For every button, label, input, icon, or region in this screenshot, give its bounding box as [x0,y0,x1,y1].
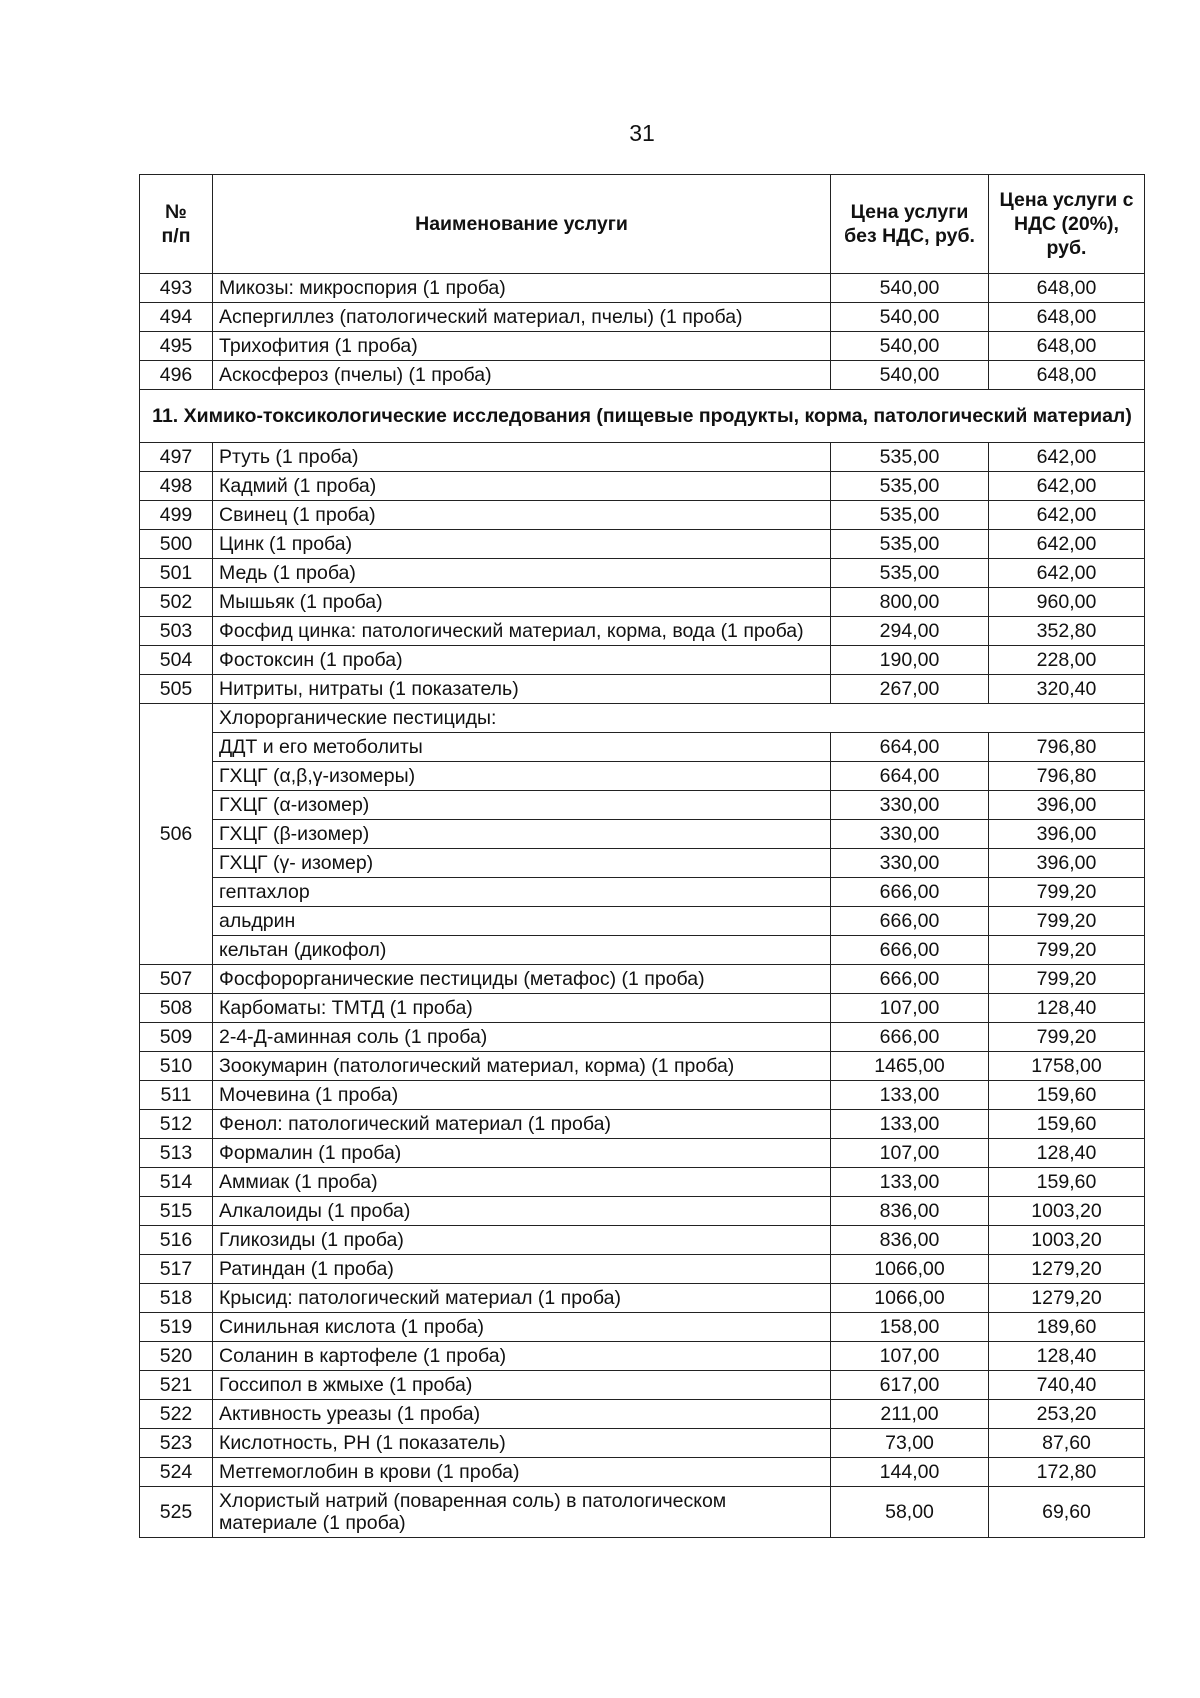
row-price-vat: 159,60 [989,1168,1145,1197]
group-number: 506 [140,704,213,965]
row-number: 497 [140,443,213,472]
group-item-price-vat: 799,20 [989,936,1145,965]
row-number: 505 [140,675,213,704]
table-row [140,675,1145,704]
row-price-no-vat: 535,00 [831,501,989,530]
table-row [140,1458,1145,1487]
row-price-vat: 799,20 [989,1023,1145,1052]
row-service-name: Крысид: патологический материал (1 проба) [213,1284,831,1313]
row-service-name: Госсипол в жмыхе (1 проба) [213,1371,831,1400]
row-service-name: Медь (1 проба) [213,559,831,588]
row-service-name: Свинец (1 проба) [213,501,831,530]
row-price-vat: 128,40 [989,994,1145,1023]
table-row [140,443,1145,472]
row-service-name: Трихофития (1 проба) [213,332,831,361]
table-row [140,1139,1145,1168]
group-item-price-vat: 396,00 [989,791,1145,820]
table-row [140,1284,1145,1313]
row-price-no-vat: 107,00 [831,1342,989,1371]
group-item-row [140,936,1145,965]
row-number: 522 [140,1400,213,1429]
row-price-vat: 648,00 [989,274,1145,303]
row-price-no-vat: 1066,00 [831,1284,989,1313]
row-number: 496 [140,361,213,390]
row-price-vat: 159,60 [989,1081,1145,1110]
row-service-name: Нитриты, нитраты (1 показатель) [213,675,831,704]
row-price-no-vat: 190,00 [831,646,989,675]
row-service-name: Кислотность, РН (1 показатель) [213,1429,831,1458]
row-price-no-vat: 1066,00 [831,1255,989,1284]
group-item-price-no-vat: 666,00 [831,907,989,936]
row-service-name: Зоокумарин (патологический материал, корма) (1 проба) [213,1052,831,1081]
row-price-vat: 799,20 [989,965,1145,994]
row-number: 499 [140,501,213,530]
row-service-name: Алкалоиды (1 проба) [213,1197,831,1226]
row-price-no-vat: 133,00 [831,1168,989,1197]
row-price-vat: 352,80 [989,617,1145,646]
table-row [140,994,1145,1023]
table-row [140,1313,1145,1342]
table-row [140,1342,1145,1371]
row-service-name: Ртуть (1 проба) [213,443,831,472]
row-service-name: Кадмий (1 проба) [213,472,831,501]
table-row [140,303,1145,332]
group-item-price-no-vat: 330,00 [831,791,989,820]
row-number: 524 [140,1458,213,1487]
group-item-price-no-vat: 664,00 [831,733,989,762]
row-number: 518 [140,1284,213,1313]
row-service-name: Метгемоглобин в крови (1 проба) [213,1458,831,1487]
row-number: 523 [140,1429,213,1458]
table-row [140,1110,1145,1139]
row-price-vat: 1003,20 [989,1197,1145,1226]
row-number: 504 [140,646,213,675]
table-row [140,617,1145,646]
row-number: 517 [140,1255,213,1284]
row-price-no-vat: 540,00 [831,303,989,332]
group-item-price-vat: 396,00 [989,849,1145,878]
row-number: 508 [140,994,213,1023]
row-number: 494 [140,303,213,332]
row-price-no-vat: 535,00 [831,559,989,588]
row-number: 514 [140,1168,213,1197]
table-row [140,530,1145,559]
row-number: 513 [140,1139,213,1168]
table-header-row [140,175,1145,274]
group-item-row [140,878,1145,907]
row-price-no-vat: 540,00 [831,361,989,390]
row-price-no-vat: 666,00 [831,965,989,994]
table-row [140,1226,1145,1255]
row-price-vat: 642,00 [989,501,1145,530]
table-row [140,274,1145,303]
row-price-no-vat: 836,00 [831,1226,989,1255]
table-row [140,501,1145,530]
table-row [140,1487,1145,1538]
row-number: 500 [140,530,213,559]
row-service-name: Гликозиды (1 проба) [213,1226,831,1255]
row-service-name: Формалин (1 проба) [213,1139,831,1168]
row-number: 498 [140,472,213,501]
row-price-vat: 642,00 [989,472,1145,501]
group-item-name: гептахлор [213,878,831,907]
table-row [140,1429,1145,1458]
row-service-name: 2-4-Д-аминная соль (1 проба) [213,1023,831,1052]
row-price-vat: 172,80 [989,1458,1145,1487]
row-price-vat: 642,00 [989,443,1145,472]
group-item-row [140,907,1145,936]
row-price-no-vat: 800,00 [831,588,989,617]
row-price-no-vat: 540,00 [831,332,989,361]
row-service-name: Ратиндан (1 проба) [213,1255,831,1284]
header-price-vat: Цена услуги с НДС (20%), руб. [989,175,1145,274]
group-item-name: ГХЦГ (γ- изомер) [213,849,831,878]
table-row [140,332,1145,361]
row-price-no-vat: 617,00 [831,1371,989,1400]
group-item-price-vat: 796,80 [989,762,1145,791]
row-service-name: Синильная кислота (1 проба) [213,1313,831,1342]
table-row [140,559,1145,588]
row-number: 503 [140,617,213,646]
row-service-name: Аммиак (1 проба) [213,1168,831,1197]
group-item-price-no-vat: 330,00 [831,820,989,849]
row-price-vat: 69,60 [989,1487,1145,1538]
group-title: Хлорорганические пестициды: [213,704,1145,733]
row-price-vat: 228,00 [989,646,1145,675]
row-price-no-vat: 267,00 [831,675,989,704]
row-price-vat: 128,40 [989,1342,1145,1371]
row-number: 519 [140,1313,213,1342]
row-service-name: Мышьяк (1 проба) [213,588,831,617]
row-number: 507 [140,965,213,994]
group-item-name: кельтан (дикофол) [213,936,831,965]
table-body [140,274,1145,1538]
row-price-no-vat: 133,00 [831,1110,989,1139]
row-price-vat: 1003,20 [989,1226,1145,1255]
row-price-no-vat: 535,00 [831,530,989,559]
table-row [140,1052,1145,1081]
table-row [140,1255,1145,1284]
row-price-no-vat: 107,00 [831,994,989,1023]
header-price-no-vat: Цена услуги без НДС, руб. [831,175,989,274]
row-price-vat: 1279,20 [989,1284,1145,1313]
table-row [140,361,1145,390]
table-row [140,1168,1145,1197]
group-item-price-vat: 799,20 [989,907,1145,936]
row-price-vat: 128,40 [989,1139,1145,1168]
row-number: 516 [140,1226,213,1255]
row-price-vat: 642,00 [989,530,1145,559]
row-service-name: Аскосфероз (пчелы) (1 проба) [213,361,831,390]
row-service-name: Фостоксин (1 проба) [213,646,831,675]
table-row [140,965,1145,994]
row-service-name: Хлористый натрий (поваренная соль) в патологическом материале (1 проба) [213,1487,831,1538]
row-price-no-vat: 535,00 [831,443,989,472]
group-item-name: ДДТ и его метоболиты [213,733,831,762]
row-price-vat: 253,20 [989,1400,1145,1429]
row-service-name: Цинк (1 проба) [213,530,831,559]
row-price-vat: 648,00 [989,332,1145,361]
row-number: 502 [140,588,213,617]
group-item-name: ГХЦГ (β-изомер) [213,820,831,849]
row-service-name: Микозы: микроспория (1 проба) [213,274,831,303]
group-header-row [140,704,1145,733]
group-item-name: альдрин [213,907,831,936]
row-price-no-vat: 58,00 [831,1487,989,1538]
row-price-vat: 189,60 [989,1313,1145,1342]
row-price-no-vat: 211,00 [831,1400,989,1429]
row-service-name: Соланин в картофеле (1 проба) [213,1342,831,1371]
row-number: 501 [140,559,213,588]
group-item-price-vat: 799,20 [989,878,1145,907]
price-table [139,174,1145,1538]
group-item-row [140,762,1145,791]
table-row [140,646,1145,675]
row-price-vat: 960,00 [989,588,1145,617]
row-service-name: Фенол: патологический материал (1 проба) [213,1110,831,1139]
row-price-no-vat: 107,00 [831,1139,989,1168]
table-row [140,1197,1145,1226]
section-row [140,390,1145,443]
row-price-vat: 1279,20 [989,1255,1145,1284]
group-item-price-no-vat: 664,00 [831,762,989,791]
row-service-name: Мочевина (1 проба) [213,1081,831,1110]
row-price-no-vat: 144,00 [831,1458,989,1487]
row-price-vat: 87,60 [989,1429,1145,1458]
row-number: 509 [140,1023,213,1052]
row-number: 510 [140,1052,213,1081]
row-service-name: Фосфорорганические пестициды (метафос) (1 проба) [213,965,831,994]
row-service-name: Активность уреазы (1 проба) [213,1400,831,1429]
group-item-name: ГХЦГ (α-изомер) [213,791,831,820]
group-item-price-no-vat: 330,00 [831,849,989,878]
row-price-no-vat: 1465,00 [831,1052,989,1081]
header-num: № п/п [140,175,213,274]
group-item-name: ГХЦГ (α,β,γ-изомеры) [213,762,831,791]
group-item-price-no-vat: 666,00 [831,936,989,965]
row-service-name: Аспергиллез (патологический материал, пчелы) (1 проба) [213,303,831,332]
table-row [140,1371,1145,1400]
row-price-vat: 320,40 [989,675,1145,704]
row-price-no-vat: 540,00 [831,274,989,303]
page-number: 31 [629,120,655,146]
group-item-price-vat: 796,80 [989,733,1145,762]
group-item-price-no-vat: 666,00 [831,878,989,907]
group-item-row [140,733,1145,762]
table-row [140,1023,1145,1052]
section-title: 11. Химико-токсикологические исследования (пищевые продукты, корма, патологический материал) [140,390,1145,443]
row-price-no-vat: 836,00 [831,1197,989,1226]
row-price-vat: 1758,00 [989,1052,1145,1081]
table-row [140,472,1145,501]
row-service-name: Карбоматы: ТМТД (1 проба) [213,994,831,1023]
row-price-no-vat: 158,00 [831,1313,989,1342]
group-item-row [140,820,1145,849]
row-price-vat: 648,00 [989,303,1145,332]
group-item-row [140,791,1145,820]
table-row [140,1081,1145,1110]
table-row [140,588,1145,617]
row-number: 520 [140,1342,213,1371]
row-number: 521 [140,1371,213,1400]
row-price-vat: 648,00 [989,361,1145,390]
row-number: 511 [140,1081,213,1110]
row-price-no-vat: 535,00 [831,472,989,501]
row-service-name: Фосфид цинка: патологический материал, корма, вода (1 проба) [213,617,831,646]
row-price-no-vat: 294,00 [831,617,989,646]
row-price-no-vat: 133,00 [831,1081,989,1110]
row-price-vat: 159,60 [989,1110,1145,1139]
row-number: 493 [140,274,213,303]
row-price-no-vat: 666,00 [831,1023,989,1052]
row-price-vat: 740,40 [989,1371,1145,1400]
group-item-price-vat: 396,00 [989,820,1145,849]
row-price-no-vat: 73,00 [831,1429,989,1458]
group-item-row [140,849,1145,878]
row-number: 525 [140,1487,213,1538]
row-number: 495 [140,332,213,361]
table-row [140,1400,1145,1429]
row-number: 512 [140,1110,213,1139]
row-price-vat: 642,00 [989,559,1145,588]
header-name: Наименование услуги [213,175,831,274]
row-number: 515 [140,1197,213,1226]
